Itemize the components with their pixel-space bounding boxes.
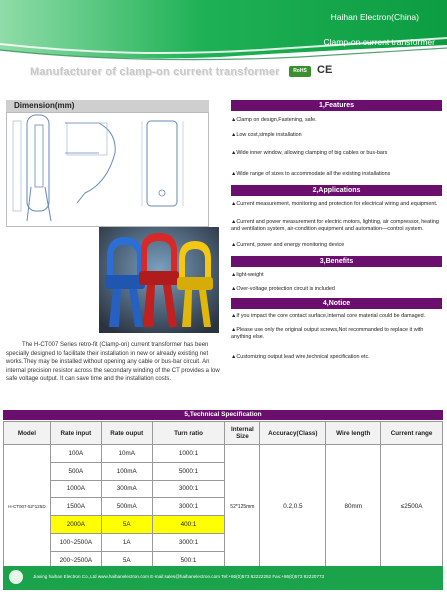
info-sections — [231, 100, 442, 361]
wire-length-cell: 80mm — [326, 445, 381, 570]
rate-input-cell: 200~2500A — [50, 551, 101, 569]
dimension-title: Dimension(mm) — [6, 100, 209, 112]
company-name: Haihan Electron(China) — [330, 12, 419, 22]
header-accuracy: Accuracy(Class) — [260, 422, 326, 445]
turn-ratio-cell: 3000:1 — [152, 480, 225, 498]
turn-ratio-cell: 500:1 — [152, 551, 225, 569]
product-heading: Clamp-on current transformer — [323, 37, 435, 47]
turn-ratio-cell: 5000:1 — [152, 462, 225, 480]
header-current-range: Current range — [381, 422, 443, 445]
rate-input-cell: 2000A — [50, 516, 101, 534]
rate-output-cell: 500mA — [101, 498, 152, 516]
notice-item: ▲Customizing output lead wire,technical specification etc. — [231, 353, 370, 360]
rate-output-cell: 100mA — [101, 462, 152, 480]
header-rate-output: Rate ouput — [101, 422, 152, 445]
feature-item: ▲Wide range of sizes to accommodate all the existing installations — [231, 170, 391, 177]
clamp-photo-image — [99, 227, 219, 333]
applications-header: 2,Applications — [231, 185, 442, 196]
feature-item: ▲Clamp on design,Fastening, safe. — [231, 117, 317, 123]
application-item: ▲Current, power and energy monitoring device — [231, 242, 345, 249]
feature-item: ▲Wide inner window, allowing clamping of big cables or bus-bars — [231, 150, 388, 157]
rate-output-cell: 5A — [101, 516, 152, 534]
page-header — [0, 0, 447, 62]
rate-input-cell: 1000A — [50, 480, 101, 498]
accuracy-cell: 0.2,0.5 — [260, 445, 326, 570]
rate-output-cell: 300mA — [101, 480, 152, 498]
application-item: ▲Current and power measurement for electric motors, lighting, air compressor, heating and ventilation system, air-condition equipment and automation—control system. — [231, 219, 439, 233]
table-row — [4, 445, 443, 463]
header-model: Model — [4, 422, 51, 445]
ce-mark: CE — [317, 64, 333, 76]
header-wire-length: Wire length — [326, 422, 381, 445]
manufacturer-banner: Manufacturer of clamp-on current transformer — [30, 66, 280, 78]
rate-output-cell: 10mA — [101, 445, 152, 463]
benefit-item: ▲Over-voltage protection circuit is included — [231, 285, 335, 292]
application-item: ▲Current measurement, monitoring and protection for electrical wiring and equipment. — [231, 200, 438, 207]
turn-ratio-cell: 1000:1 — [152, 445, 225, 463]
feature-item: ▲Low cost,simple installation — [231, 132, 302, 139]
company-logo-icon — [9, 570, 23, 584]
header-internal-size: Internal Size — [225, 422, 260, 445]
spec-title: 5,Technical Specification — [3, 410, 443, 420]
rate-input-cell: 100A — [50, 445, 101, 463]
header-wave-graphic — [0, 0, 447, 62]
dimension-drawing — [6, 112, 209, 227]
internal-size-cell: 52*125mm — [225, 445, 260, 570]
turn-ratio-cell: 3000:1 — [152, 498, 225, 516]
spec-header-row — [4, 422, 443, 445]
footer-contact: Jiaxing haihan Electron Co.,Ltd www.haihanelectron.com E-mail:sales@haihanelectron.com Tel:+86(0)573 82222252 Fax:+86(0)573 82220773 — [33, 574, 325, 579]
header-rate-input: Rate input — [50, 422, 101, 445]
product-photo — [99, 227, 219, 333]
features-header: 1,Features — [231, 100, 442, 111]
page-footer — [3, 566, 443, 590]
notice-header: 4,Notice — [231, 298, 442, 309]
rate-output-cell: 1A — [101, 533, 152, 551]
benefits-header: 3,Benefits — [231, 256, 442, 267]
benefit-item: ▲light-weight — [231, 271, 264, 278]
turn-ratio-cell: 400:1 — [152, 516, 225, 534]
rate-input-cell: 100~2500A — [50, 533, 101, 551]
rate-input-cell: 500A — [50, 462, 101, 480]
rohs-badge: RoHS — [289, 66, 311, 77]
notice-item: ▲If you impact the core contact surface,internal core material could be damaged. — [231, 313, 426, 320]
rate-input-cell: 1500A — [50, 498, 101, 516]
spec-table — [3, 421, 443, 570]
model-cell: H-CT007-52*125D — [4, 445, 51, 570]
notice-item: ▲Please use only the original output screws,Not recommanded to replace it with anything else. — [231, 327, 424, 341]
clamp-drawing-icon — [7, 113, 208, 226]
header-turn-ratio: Turn ratio — [152, 422, 225, 445]
current-range-cell: ≤2500A — [381, 445, 443, 570]
rate-output-cell: 5A — [101, 551, 152, 569]
turn-ratio-cell: 3000:1 — [152, 533, 225, 551]
product-description: The H-CT007 Series retro-fit (Clamp-on) current transformer has been specially designed to facilitate their installation in new or already existing net works.They may be installed without opening any cable or bus-bar circuit. An internal precision resistor across the secondary winding of the CT provides a low safe voltage output. It can save time and the installation costs. — [6, 342, 220, 383]
